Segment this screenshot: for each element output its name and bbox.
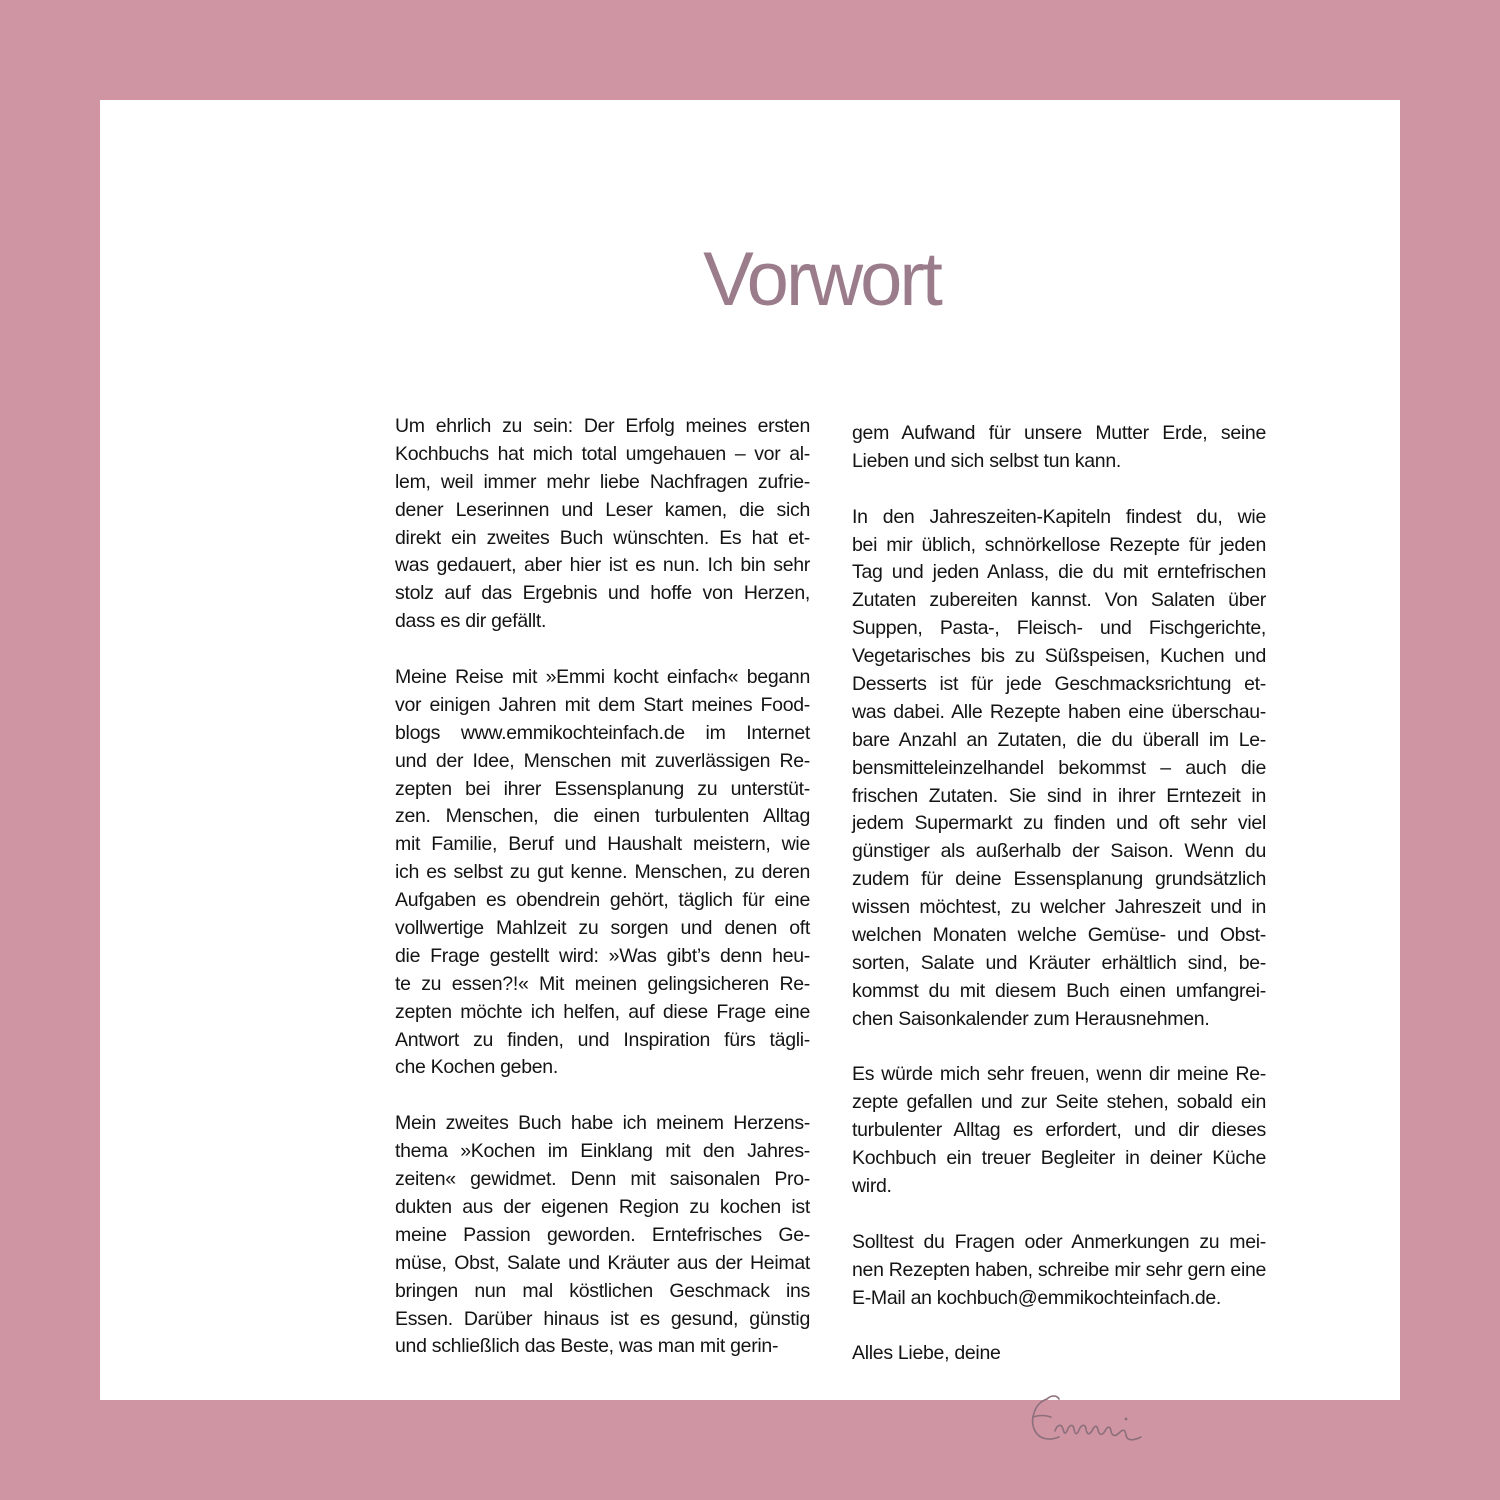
text-line: turbulenter Alltag es erfordert, und dir dieses [852,1119,1266,1142]
signature-stroke-mmi [1055,1425,1141,1439]
text-line: Vegetarisches bis zu Süßspeisen, Kuchen und [852,645,1266,668]
handwritten-signature [1025,1385,1155,1455]
text-line: bringen nun mal köstlichen Geschmack ins [395,1279,810,1302]
text-line: was gedauert, aber hier ist es nun. Ich bin sehr [395,554,810,577]
text-line: dener Leserinnen und Leser kamen, die sich [395,498,810,521]
text-line: zeiten« gewidmet. Denn mit saisonalen Pro- [395,1168,810,1191]
text-line: wissen möchtest, zu welcher Jahreszeit und in [852,896,1266,919]
text-line: Es würde mich sehr freuen, wenn dir meine Re- [852,1063,1266,1086]
text-line: gem Aufwand für unsere Mutter Erde, seine [852,422,1266,444]
text-line: Alles Liebe, deine [852,1342,1001,1365]
text-line: und der Idee, Menschen mit zuverlässigen Re- [395,749,810,772]
text-line: Lieben und sich selbst tun kann. [852,449,1122,472]
text-line: vollwertige Mahlzeit zu sorgen und denen oft [395,917,810,940]
paragraph-gap [395,636,810,664]
text-line: Kochbuch ein treuer Begleiter in deiner Küche [852,1147,1266,1170]
text-line: chen Saisonkalender zum Herausnehmen. [852,1007,1210,1030]
text-line: stolz auf das Ergebnis und hoffe von Herzen, [395,582,810,605]
text-line: Essen. Darüber hinaus ist es gesund, günstig [395,1307,810,1330]
text-line: bare Anzahl an Zutaten, die du überall im Le- [852,728,1266,751]
text-line: zepte gefallen und zur Seite stehen, sobald ein [852,1091,1266,1114]
paragraph-gap [395,1082,810,1110]
text-line: zepten bei ihrer Essensplanung zu unterstüt- [395,777,810,800]
paragraph-gap [852,1201,1266,1229]
text-line: te zu essen?!« Mit meinen gelingsicheren Re- [395,972,810,995]
text-line: bei mir üblich, schnörkellose Rezepte für jeden [852,533,1266,556]
text-line: welchen Monaten welche Gemüse- und Obst- [852,924,1266,947]
text-line: müse, Obst, Salate und Kräuter aus der Heimat [395,1251,810,1274]
text-line: bensmitteleinzelhandel bekommst – auch die [852,756,1266,779]
text-line: In den Jahreszeiten-Kapiteln findest du, wie [852,505,1266,528]
text-line: günstiger als außerhalb der Saison. Wenn du [852,840,1266,863]
text-line: Meine Reise mit »Emmi kocht einfach« begann [395,666,810,689]
text-line: meine Passion geworden. Erntefrisches Ge- [395,1223,810,1246]
text-line: Um ehrlich zu sein: Der Erfolg meines ersten [395,415,810,437]
paragraph-gap [852,1313,1266,1341]
text-line: Mein zweites Buch habe ich meinem Herzens- [395,1112,810,1135]
text-line: Antwort zu finden, und Inspiration fürs tägli- [395,1028,810,1051]
text-line: dass es dir gefällt. [395,610,547,633]
text-line: wird. [852,1175,892,1198]
text-line: ich es selbst zu gut kenne. Menschen, zu deren [395,861,810,884]
left-text-column [395,413,810,1361]
text-line: che Kochen geben. [395,1056,558,1079]
text-line: E-Mail an kochbuch@emmikochteinfach.de. [852,1286,1222,1309]
text-line: Zutaten zubereiten kannst. Von Salaten über [852,589,1266,612]
paragraph-gap [852,1034,1266,1062]
page-title: Vorwort [703,237,940,322]
paragraph-gap [852,476,1266,504]
text-line: kommst du mit diesem Buch einen umfangrei- [852,979,1266,1002]
text-line: Aufgaben es obendrein gehört, täglich für eine [395,889,810,912]
signature-stroke-e [1033,1396,1059,1439]
text-line: sorten, Salate und Kräuter erhältlich sind, be- [852,951,1266,974]
text-line: dukten aus der eigenen Region zu kochen ist [395,1195,810,1218]
text-line: frischen Zutaten. Sie sind in ihrer Erntezeit in [852,784,1266,807]
text-line: vor einigen Jahren mit dem Start meines Food- [395,693,810,716]
text-line: und schließlich das Beste, was man mit gerin- [395,1335,779,1358]
text-line: direkt ein zweites Buch wünschten. Es hat et- [395,526,810,549]
text-line: nen Rezepten haben, schreibe mir sehr gern eine [852,1258,1267,1281]
text-line: die Frage gestellt wird: »Was gibt’s denn heu- [395,944,810,967]
text-line: Kochbuchs hat mich total umgehauen – vor al- [395,442,810,465]
text-line: blogs www.emmikochteinfach.de im Internet [395,721,810,744]
text-line: was dabei. Alle Rezepte haben eine überschau- [852,700,1266,723]
text-line: Suppen, Pasta-, Fleisch- und Fischgerichte, [852,617,1266,640]
signature-dot [1125,1418,1128,1421]
text-line: zepten möchte ich helfen, auf diese Frage eine [395,1000,810,1023]
text-line: jedem Supermarkt zu finden und oft sehr viel [852,812,1266,835]
text-line: lem, weil immer mehr liebe Nachfragen zufrie- [395,470,810,493]
text-line: Solltest du Fragen oder Anmerkungen zu mei- [852,1230,1266,1253]
text-line: thema »Kochen im Einklang mit den Jahres- [395,1140,810,1163]
right-text-column [852,420,1266,1368]
text-line: Desserts ist für jede Geschmacksrichtung et- [852,673,1266,696]
text-line: mit Familie, Beruf und Haushalt meistern, wie [395,833,810,856]
text-line: zen. Menschen, die einen turbulenten Alltag [395,805,810,828]
text-line: zudem für deine Essensplanung grundsätzlich [852,868,1266,891]
text-line: Tag und jeden Anlass, die du mit erntefrischen [852,561,1266,584]
book-page [100,100,1400,1400]
